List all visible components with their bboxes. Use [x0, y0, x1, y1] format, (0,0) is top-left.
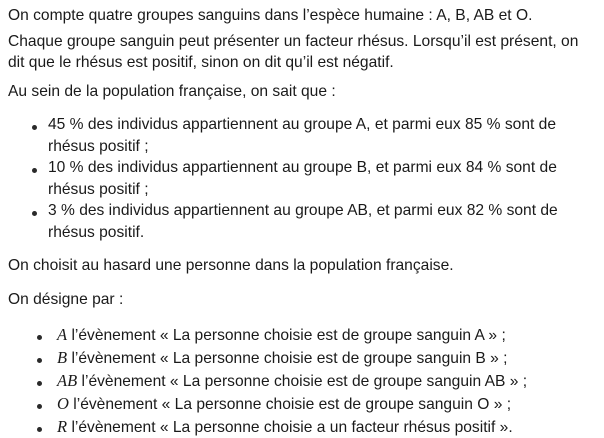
intro-paragraph-3: Au sein de la population française, on sait que :	[8, 83, 336, 100]
fact-line-1: 3 % des individus appartiennent au groupe AB, et parmi eux 82 % sont de	[48, 202, 558, 219]
event-variable: B	[57, 348, 68, 367]
bullet-icon	[37, 427, 42, 432]
event-description: l’évènement « La personne choisie est de groupe sanguin AB » ;	[81, 373, 528, 390]
fact-line-2: rhésus positif ;	[48, 138, 149, 155]
event-description: l’évènement « La personne choisie est de groupe sanguin A » ;	[71, 327, 506, 344]
fact-line-2: rhésus positif.	[48, 224, 145, 241]
event-variable: AB	[57, 371, 78, 390]
random-choice-sentence: On choisit au hasard une personne dans la population française.	[8, 257, 454, 274]
designation-sentence: On désigne par :	[8, 291, 124, 308]
bullet-icon	[32, 168, 37, 173]
event-variable: A	[57, 325, 68, 344]
event-description: l’évènement « La personne choisie a un facteur rhésus positif ».	[71, 419, 513, 436]
intro-paragraph-1: On compte quatre groupes sanguins dans l’espèce humaine : A, B, AB et O.	[8, 7, 533, 24]
fact-line-1: 10 % des individus appartiennent au groupe B, et parmi eux 84 % sont de	[48, 159, 557, 176]
fact-line-1: 45 % des individus appartiennent au groupe A, et parmi eux 85 % sont de	[48, 116, 556, 133]
bullet-icon	[37, 335, 42, 340]
bullet-icon	[37, 381, 42, 386]
intro-paragraph-2-line-2: dit que le rhésus est positif, sinon on dit qu’il est négatif.	[8, 54, 394, 71]
fact-line-2: rhésus positif ;	[48, 181, 149, 198]
bullet-icon	[32, 125, 37, 130]
bullet-icon	[37, 404, 42, 409]
bullet-icon	[32, 211, 37, 216]
event-variable: O	[57, 394, 69, 413]
bullet-icon	[37, 358, 42, 363]
event-description: l’évènement « La personne choisie est de groupe sanguin O » ;	[73, 396, 512, 413]
event-description: l’évènement « La personne choisie est de groupe sanguin B » ;	[71, 350, 508, 367]
event-variable: R	[57, 417, 68, 436]
intro-paragraph-2-line-1: Chaque groupe sanguin peut présenter un facteur rhésus. Lorsqu’il est présent, on	[8, 33, 579, 50]
